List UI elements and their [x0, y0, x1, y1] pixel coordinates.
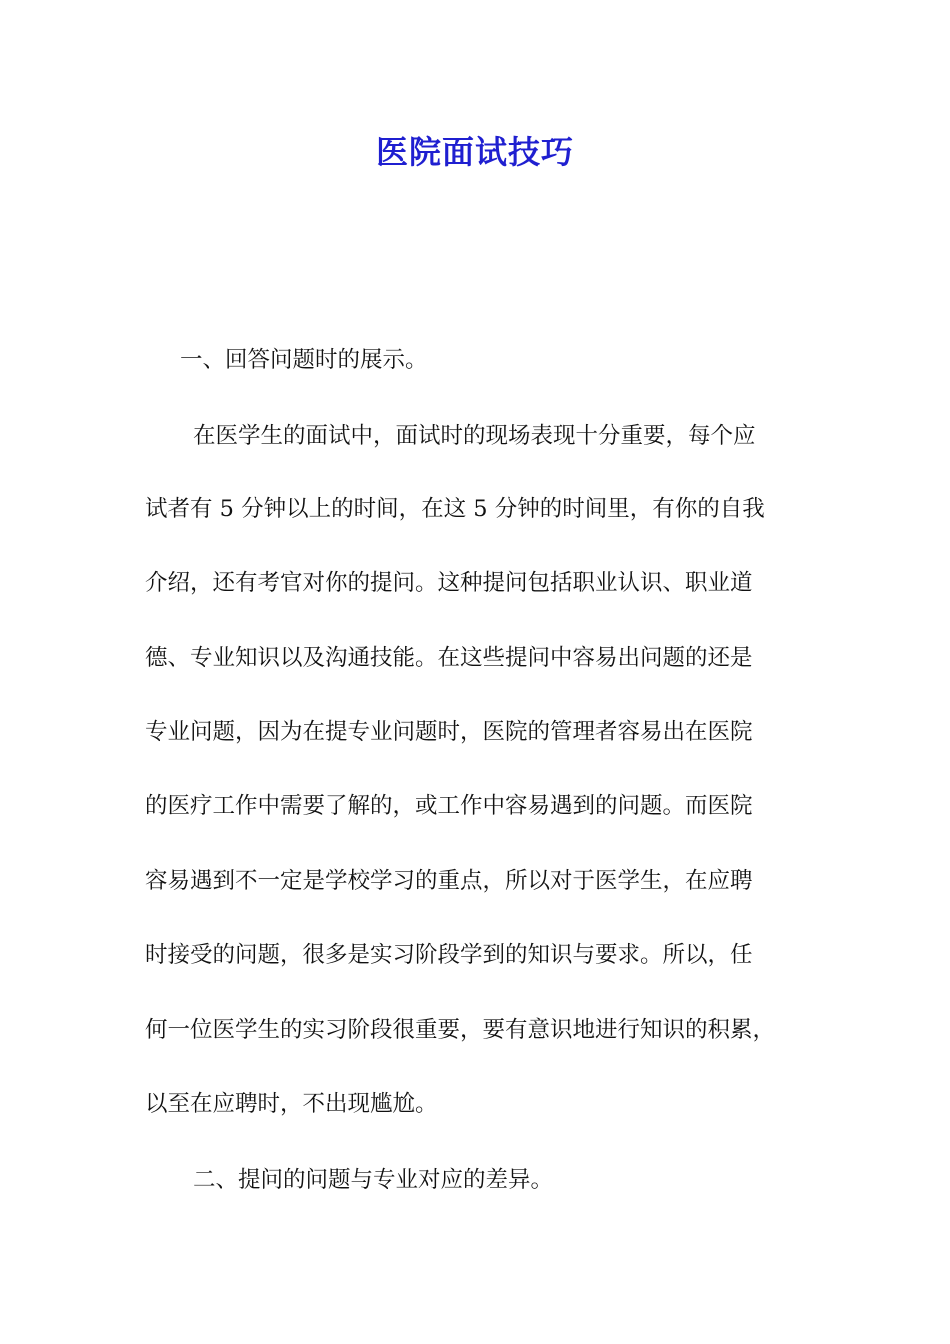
paragraph-line: 时接受的问题，很多是实习阶段学到的知识与要求。所以，任	[145, 942, 753, 968]
section-heading-1: 一、回答问题时的展示。	[180, 347, 428, 373]
paragraph-line: 容易遇到不一定是学校学习的重点，所以对于医学生，在应聘	[145, 868, 753, 894]
paragraph-line: 何一位医学生的实习阶段很重要，要有意识地进行知识的积累，	[145, 1017, 776, 1043]
paragraph-line: 在医学生的面试中，面试时的现场表现十分重要，每个应	[193, 423, 756, 449]
paragraph-line: 的医疗工作中需要了解的，或工作中容易遇到的问题。而医院	[145, 793, 753, 819]
paragraph-line: 德、专业知识以及沟通技能。在这些提问中容易出问题的还是	[145, 645, 753, 671]
section-heading-2: 二、提问的问题与专业对应的差异。	[193, 1167, 554, 1193]
paragraph-line: 以至在应聘时，不出现尴尬。	[145, 1091, 438, 1117]
paragraph-line: 介绍，还有考官对你的提问。这种提问包括职业认识、职业道	[145, 570, 753, 596]
paragraph-line: 试者有 5 分钟以上的时间，在这 5 分钟的时间里，有你的自我	[145, 496, 765, 522]
paragraph-line: 专业问题，因为在提专业问题时，医院的管理者容易出在医院	[145, 719, 753, 745]
document-title: 医院面试技巧	[375, 133, 574, 171]
